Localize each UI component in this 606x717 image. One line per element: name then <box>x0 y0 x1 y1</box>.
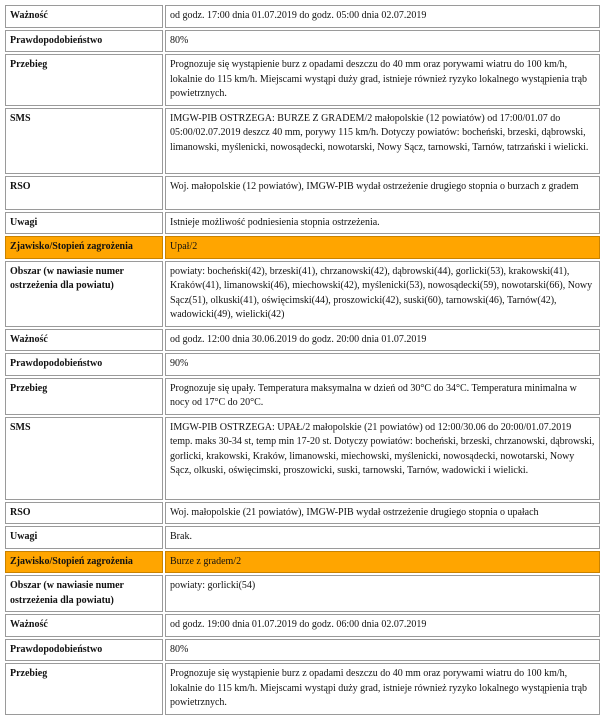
hazard-header-row <box>5 236 600 259</box>
row-label: SMS <box>5 417 163 500</box>
table-row <box>5 353 600 376</box>
hazard-header-row <box>5 551 600 574</box>
row-value: powiaty: gorlicki(54) <box>165 575 600 612</box>
row-value: Upał/2 <box>165 236 600 259</box>
row-label: Zjawisko/Stopień zagrożenia <box>5 551 163 574</box>
row-value: Istnieje możliwość podniesienia stopnia ostrzeżenia. <box>165 212 600 235</box>
table-row <box>5 30 600 53</box>
row-label: Uwagi <box>5 212 163 235</box>
table-row <box>5 417 600 500</box>
row-value: Woj. małopolskie (12 powiatów), IMGW-PIB wydał ostrzeżenie drugiego stopnia o burzach z gradem <box>165 176 600 210</box>
table-row <box>5 378 600 415</box>
table-row <box>5 502 600 525</box>
table-row <box>5 54 600 106</box>
table-row <box>5 614 600 637</box>
row-value: Brak. <box>165 526 600 549</box>
table-row <box>5 526 600 549</box>
row-label: SMS <box>5 108 163 174</box>
row-label: Ważność <box>5 614 163 637</box>
row-value: IMGW-PIB OSTRZEGA: UPAŁ/2 małopolskie (21 powiatów) od 12:00/30.06 do 20:00/01.07.2019 temp. maks 30-34 st, temp min 17-20 st. Dotyczy powiatów: bocheński, brzeski, chrzanowski, dąbrowski, gorlicki, krakowski, Kraków, limanowski, miechowski, myślenicki, nowosądecki, nowotarski, Nowy Sącz, olkuski, oświęcimski, proszowicki, suski, tarnowski, Tarnów, wadowicki i wielicki. <box>165 417 600 500</box>
table-row <box>5 261 600 327</box>
row-label: Prawdopodobieństwo <box>5 353 163 376</box>
row-label: Obszar (w nawiasie numer ostrzeżenia dla powiatu) <box>5 575 163 612</box>
row-value: powiaty: bocheński(42), brzeski(41), chrzanowski(42), dąbrowski(44), gorlicki(53), krakowski(41), Kraków(41), limanowski(46), miechowski(42), myślenicki(53), nowosądecki(59), nowotarski(66), Nowy Sącz(51), olkuski(41), oświęcimski(44), proszowicki(42), suski(60), tarnowski(46), Tarnów(42), wadowicki(49), wielicki(42) <box>165 261 600 327</box>
table-row <box>5 176 600 210</box>
row-value: od godz. 17:00 dnia 01.07.2019 do godz. 05:00 dnia 02.07.2019 <box>165 5 600 28</box>
warnings-table <box>3 3 602 717</box>
row-value: IMGW-PIB OSTRZEGA: BURZE Z GRADEM/2 małopolskie (12 powiatów) od 17:00/01.07 do 05:00/02.07.2019 deszcz 40 mm, porywy 115 km/h. Dotyczy powiatów: bocheński, brzeski, dąbrowski, limanowski, myślenicki, nowosądecki, nowotarski, Nowy Sącz, tarnowski, Tarnów, tatrzański i wielicki. <box>165 108 600 174</box>
row-label: RSO <box>5 176 163 210</box>
row-label: Ważność <box>5 5 163 28</box>
row-value: Prognozuje się wystąpienie burz z opadami deszczu do 40 mm oraz porywami wiatru do 100 km/h, lokalnie do 115 km/h. Miejscami wystąpi duży grad, istnieje również ryzyko lokalnego wystąpienia trąb powietrznych. <box>165 663 600 715</box>
row-value: od godz. 19:00 dnia 01.07.2019 do godz. 06:00 dnia 02.07.2019 <box>165 614 600 637</box>
row-value: Prognozuje się wystąpienie burz z opadami deszczu do 40 mm oraz porywami wiatru do 100 km/h, lokalnie do 115 km/h. Miejscami wystąpi duży grad, istnieje również ryzyko lokalnego wystąpienia trąb powietrznych. <box>165 54 600 106</box>
row-value: od godz. 12:00 dnia 30.06.2019 do godz. 20:00 dnia 01.07.2019 <box>165 329 600 352</box>
row-label: Ważność <box>5 329 163 352</box>
row-label: Zjawisko/Stopień zagrożenia <box>5 236 163 259</box>
table-row <box>5 108 600 174</box>
table-row <box>5 329 600 352</box>
table-row <box>5 212 600 235</box>
row-value: 80% <box>165 30 600 53</box>
row-label: RSO <box>5 502 163 525</box>
table-row <box>5 663 600 715</box>
row-label: Przebieg <box>5 54 163 106</box>
row-label: Uwagi <box>5 526 163 549</box>
row-value: Woj. małopolskie (21 powiatów), IMGW-PIB wydał ostrzeżenie drugiego stopnia o upałach <box>165 502 600 525</box>
row-label: Prawdopodobieństwo <box>5 30 163 53</box>
row-label: Prawdopodobieństwo <box>5 639 163 662</box>
row-value: 90% <box>165 353 600 376</box>
table-row <box>5 639 600 662</box>
row-value: Prognozuje się upały. Temperatura maksymalna w dzień od 30°C do 34°C. Temperatura minimalna w nocy od 17°C do 20°C. <box>165 378 600 415</box>
row-label: Przebieg <box>5 663 163 715</box>
row-value: 80% <box>165 639 600 662</box>
warnings-table-body <box>5 5 600 715</box>
row-label: Obszar (w nawiasie numer ostrzeżenia dla powiatu) <box>5 261 163 327</box>
table-row <box>5 5 600 28</box>
row-value: Burze z gradem/2 <box>165 551 600 574</box>
table-row <box>5 575 600 612</box>
row-label: Przebieg <box>5 378 163 415</box>
